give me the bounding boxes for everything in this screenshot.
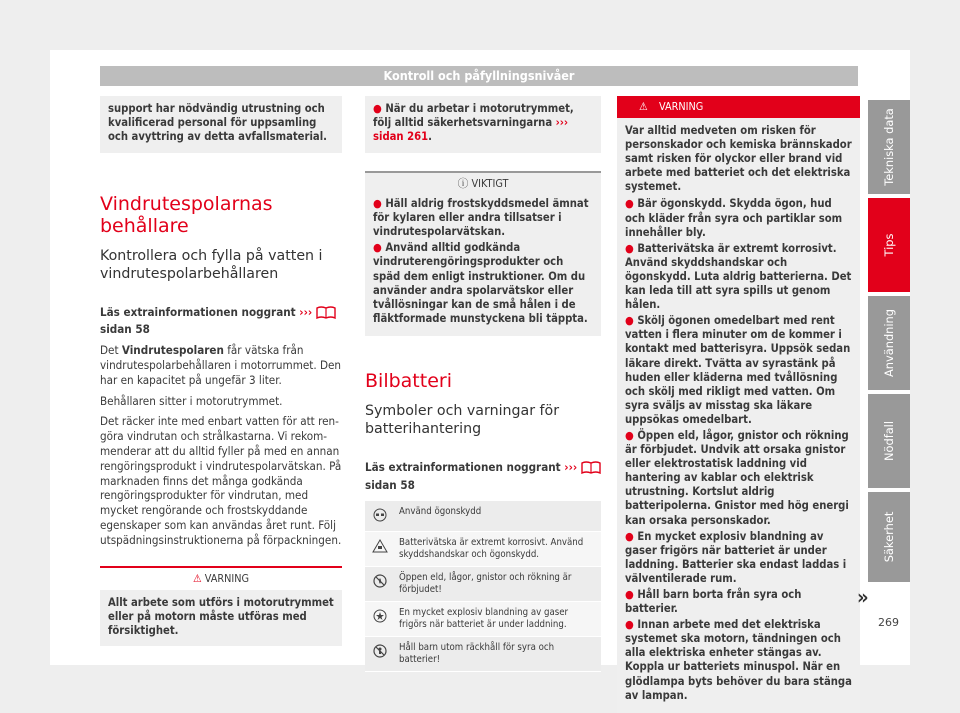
continue-icon: » [857, 585, 869, 609]
warning-box [100, 566, 342, 647]
arrow-link[interactable]: ››› [564, 460, 578, 475]
table-row: Håll barn utom räckhåll för syra och batterier! [365, 637, 601, 672]
disposal-note: support har nödvändig utrustning och kvalificerad personal för uppsamling och avyttring av detta avfallsmaterial. [100, 96, 342, 153]
table-row: Batterivätska är extremt korrosivt. Använd skyddshandskar och ögonskydd. [365, 532, 601, 567]
warning-item: ● Bär ögonskydd. Skydda ögon, hud och kläder från syra och partiklar som innehåller bly. [625, 197, 843, 239]
tab-tekniska-data[interactable]: Tekniska data [868, 100, 910, 194]
warning-item: ● Batterivätska är extremt korrosivt. Använd skyddshandskar och ögonskydd. Luta aldrig batterierna. Det kan leda till att syra spills ut genom hålen. [625, 241, 852, 312]
info-circle-icon: ⓘ [457, 176, 469, 190]
column-middle [365, 96, 601, 672]
extra-info: Läs extrainformationen noggrant ››› sidan 58 [100, 305, 342, 338]
subtitle-battery: Symboler och varningar för batterihantering [365, 403, 560, 438]
caution-header: ⓘ VIKTIGT [365, 171, 601, 195]
tab-nodfall[interactable]: Nödfall [868, 394, 910, 488]
warning-item: ● Öppen eld, lågor, gnistor och rökning är förbjudet. Undvik att orsaka gnistor eller elektrostatisk laddning vid hantering av kablar och elektrisk utrustning. Kortslut aldrig batteripolerna. Gnistor med hög energi kan orsaka personskador. [625, 428, 849, 527]
goggles-icon [365, 501, 395, 532]
section-title-washer: Vindrutespolarnas behållare [100, 192, 273, 237]
warning-item: ● Håll barn borta från syra och batterier. [625, 588, 802, 616]
tab-sakerhet[interactable]: Säkerhet [868, 492, 910, 582]
paragraph-cleaning: Det räcker inte med enbart vatten för att rengöra vindrutan och strålkastarna. Vi rekommenderar att du alltid fyller på med en annan rengöringsprodukt i vindrutespolarvätskan. På marknaden finns det många godkända rengöringsprodukter för vindrutan, med mycket rengörande och frostskyddande egenskaper som kan användas året runt. Följ utspädningsinstruktionerna på förpackningen. [100, 414, 342, 547]
table-row: Öppen eld, lågor, gnistor och rökning är förbjudet! [365, 567, 601, 602]
caution-box [365, 171, 601, 337]
warning-triangle-icon: ⚠ [639, 100, 648, 113]
warning-item: ● Innan arbete med det elektriska systemet ska motorn, tändningen och alla elektriska enheter stängas av. Koppla ur batteriets minuspol. När en glödlampa byts behöver du bara stänga av lampan. [625, 618, 852, 702]
explosion-icon [365, 602, 395, 637]
warning-triangle-icon: ⚠ [192, 571, 202, 585]
book-icon[interactable] [316, 306, 336, 323]
section-title-battery: Bilbatteri [365, 370, 452, 393]
no-children-icon [365, 637, 395, 672]
no-fire-icon [365, 567, 395, 602]
paragraph-washer: Det Vindrutespolaren får vätska från vindrutespolarbehållaren i motorrummet. Den har en kapacitet på ungefär 3 liter. [100, 343, 342, 387]
safety-note: ● När du arbetar i motorutrymmet, följ alltid säkerhetsvarningarna ››› sidan 261. [365, 96, 601, 153]
symbol-table [365, 501, 601, 672]
paragraph-location: Behållaren sitter i motorutrymmet. [100, 393, 283, 408]
warning-header: ⚠ VARNING [100, 566, 342, 590]
battery-warning-body [617, 118, 860, 713]
table-row: En mycket explosiv blandning av gaser frigörs när batteriet är under laddning. [365, 602, 601, 637]
book-icon[interactable] [581, 461, 601, 478]
arrow-link[interactable]: ››› [555, 116, 569, 130]
column-left [100, 96, 342, 646]
tab-anvandning[interactable]: Användning [868, 296, 910, 390]
warning-header: ⚠ VARNING [617, 96, 860, 118]
caution-body [365, 195, 601, 337]
tab-tips[interactable]: Tips [868, 198, 910, 292]
table-row: Använd ögonskydd [365, 501, 601, 532]
warning-text: Allt arbete som utförs i motorutrymmet eller på motorn måste utföras med försiktighet. [100, 590, 342, 647]
acid-icon [365, 532, 395, 567]
extra-info: Läs extrainformationen noggrant ››› sidan 58 [365, 460, 601, 493]
subtitle-washer: Kontrollera och fylla på vatten i vindrutespolarbehållaren [100, 247, 323, 282]
warning-intro: Var alltid medveten om risken för personskador och kemiska brännskador samt risken för olyckor eller brand vid arbete med batteriet och det elektriska systemet. [625, 124, 852, 194]
page-link[interactable]: sidan 261 [373, 130, 429, 144]
column-right [617, 96, 860, 713]
arrow-link[interactable]: ››› [299, 304, 313, 319]
page-header: Kontroll och påfyllningsnivåer [100, 66, 858, 86]
bullet-icon: ● [373, 102, 382, 115]
warning-item: ● Skölj ögonen omedelbart med rent vatten i flera minuter om de kommer i kontakt med batterisyra. Uppsök sedan läkare direkt. Tvätta av syrastänk på huden eller kläderna med tvållösning och skölj med rikligt med vatten. Om syra sväljs av misstag ska läkare uppsökas omedelbart. [625, 314, 851, 426]
caution-item: ● Häll aldrig frostskyddsmedel ämnat för kylaren eller andra tillsatser i vindrutespolarvätskan. [373, 196, 589, 239]
caution-item: ● Använd alltid godkända vindruterengöringsprodukter och späd dem enligt instruktioner. Om du använder andra spolarvätskor eller tvållösningar kan de små hålen i de fläktformade munstyckena bli täppta. [373, 241, 588, 326]
warning-item: ● En mycket explosiv blandning av gaser frigörs när batteriet är under laddning. Batterier ska endast laddas i välventilerade rum. [625, 529, 847, 585]
page-number: 269 [878, 616, 899, 629]
